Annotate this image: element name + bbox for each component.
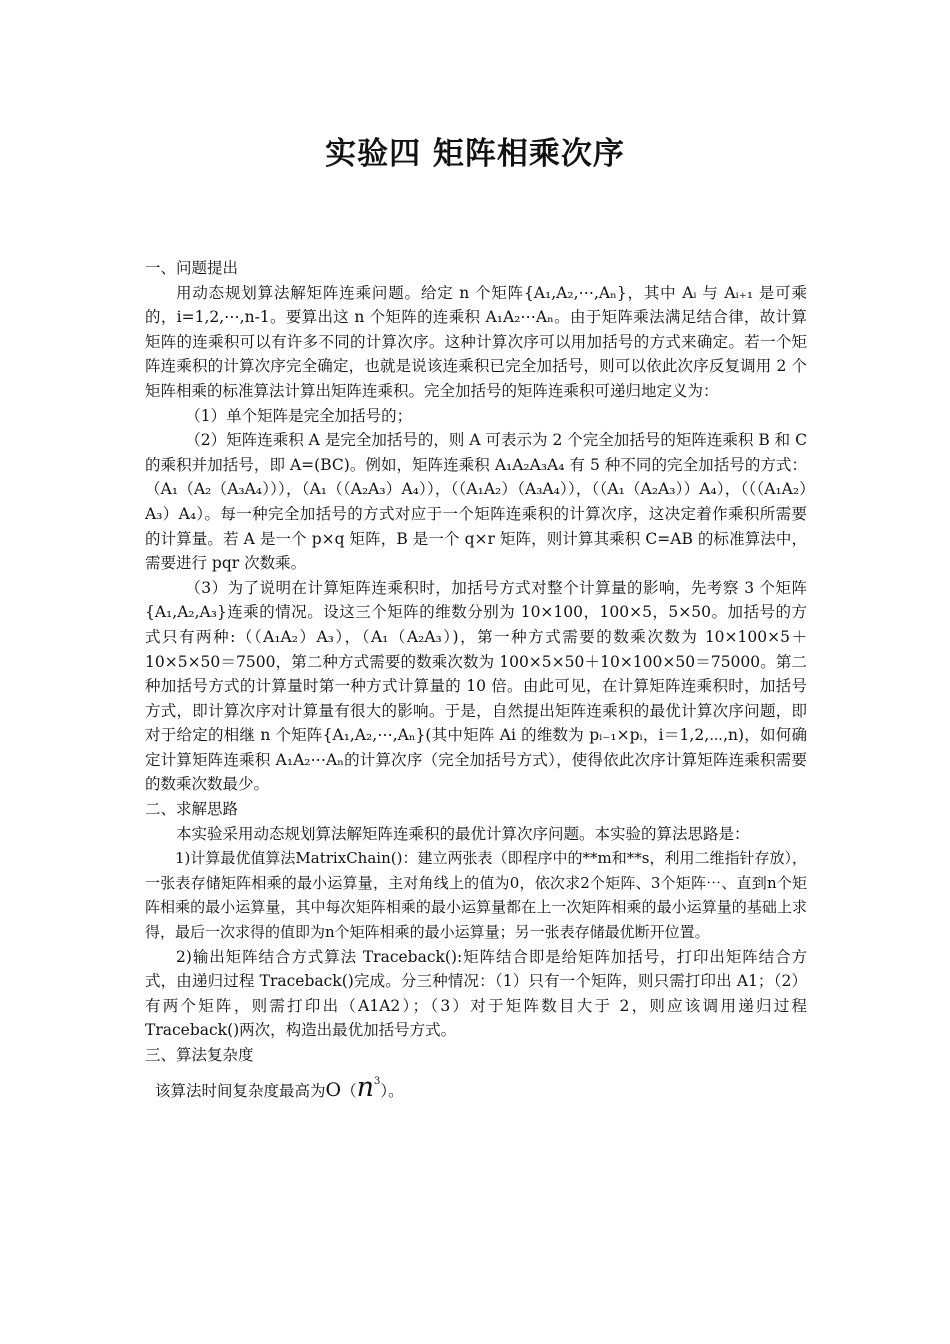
section-heading-problem: 一、问题提出: [145, 259, 239, 277]
big-o-symbol: O: [325, 1078, 342, 1101]
approach-paragraph: 本实验采用动态规划算法解矩阵连乘积的最优计算次序问题。本实验的算法思路是：: [176, 824, 750, 843]
definition-item-1: （1）单个矩阵是完全加括号的；: [185, 406, 413, 425]
section-heading-approach: 二、求解思路: [145, 800, 239, 819]
section-heading-complexity: 三、算法复杂度: [145, 1046, 254, 1064]
complexity-line: [155, 1070, 807, 1104]
exponent: 3: [374, 1075, 381, 1087]
document-body: [145, 256, 807, 1103]
definition-item-3: （3）为了说明在计算矩阵连乘积时，加括号方式对整个计算量的影响，先考察 3 个矩阵{A₁,A₂,A₃}连乘的情况。设这三个矩阵的维数分别为 10×100，100×5，5×50。加括号的方式只有两种:（（A₁A₂）A₃），（A₁（A₂A₃）)，第一种方式需要的数乘次数为 10×100×5＋10×5×50＝7500，第二种方式需要的数乘次数为 100×5×50＋10×100×50＝75000。第二种加括号方式的计算量时第一种方式计算量的 10 倍。由此可见，在计算矩阵连乘积时，加括号方式，即计算次序对计算量有很大的影响。于是，自然提出矩阵连乘积的最优计算次序问题，即对于给定的相继 n 个矩阵{A₁,A₂,⋯,Aₙ}(其中矩阵 Ai 的维数为 pᵢ₋₁×pᵢ，i＝1,2,⋯,n)，如何确定计算矩阵连乘积 A₁A₂⋯Aₙ的计算次序（完全加括号方式），使得依此次序计算矩阵连乘积需要的数乘次数最少。: [145, 578, 807, 794]
definition-item-2: （2）矩阵连乘积 A 是完全加括号的，则 A 可表示为 2 个完全加括号的矩阵连乘积 B 和 C 的乘积并加括号，即 A=(BC)。例如，矩阵连乘积 A₁A₂A₃A₄ 有 5 种不同的完全加括号的方式：（A₁（A₂（A₃A₄））），（A₁（（A₂A₃）A₄）），（（A₁A₂）（A₃A₄）），（（A₁（A₂A₃））A₄），（（（A₁A₂）A₃）A₄）。每一种完全加括号的方式对应于一个矩阵连乘积的计算次序，这决定着作乘积所需要的计算量。若 A 是一个 p×q 矩阵，B 是一个 q×r 矩阵，则计算其乘积 C=AB 的标准算法中，需要进行 pqr 次数乘。: [145, 431, 807, 573]
n-symbol: n: [356, 1071, 374, 1103]
page-title: 实验四 矩阵相乘次序: [325, 136, 625, 172]
close-paren: ）。: [380, 1081, 404, 1100]
open-paren: （: [341, 1081, 357, 1100]
complexity-text: 该算法时间复杂度最高为: [155, 1081, 326, 1100]
matrixchain-paragraph: 1)计算最优值算法MatrixChain()：建立两张表（即程序中的**m和**s，利用二维指针存放），一张表存储矩阵相乘的最小运算量，主对角线上的值为0，依次求2个矩阵、3个矩阵⋯、直到n个矩阵相乘的最小运算量，其中每次矩阵相乘的最小运算量都在上一次矩阵相乘的最小运算量的基础上求得，最后一次求得的值即为n个矩阵相乘的最小运算量；另一张表存储最优断开位置。: [145, 849, 807, 942]
traceback-paragraph: 2)输出矩阵结合方式算法 Traceback():矩阵结合即是给矩阵加括号，打印出矩阵结合方式，由递归过程 Traceback()完成。分三种情况：（1）只有一个矩阵，则只需打印出 A1；（2）有两个矩阵，则需打印出（A1A2）；（3）对于矩阵数目大于 2，则应该调用递归过程 Traceback()两次，构造出最优加括号方式。: [145, 947, 807, 1040]
problem-paragraph: 用动态规划算法解矩阵连乘问题。给定 n 个矩阵{A₁,A₂,⋯,Aₙ}，其中 Aᵢ 与 Aᵢ₊₁ 是可乘的，i=1,2,⋯,n-1。要算出这 n 个矩阵的连乘积 A₁A₂⋯Aₙ。由于矩阵乘法满足结合律，故计算矩阵的连乘积可以有许多不同的计算次序。这种计算次序可以用加括号的方式来确定。若一个矩阵连乘积的计算次序完全确定，也就是说该连乘积已完全加括号，则可以依此次序反复调用 2 个矩阵相乘的标准算法计算出矩阵连乘积。完全加括号的矩阵连乘积可递归地定义为：: [145, 283, 807, 400]
